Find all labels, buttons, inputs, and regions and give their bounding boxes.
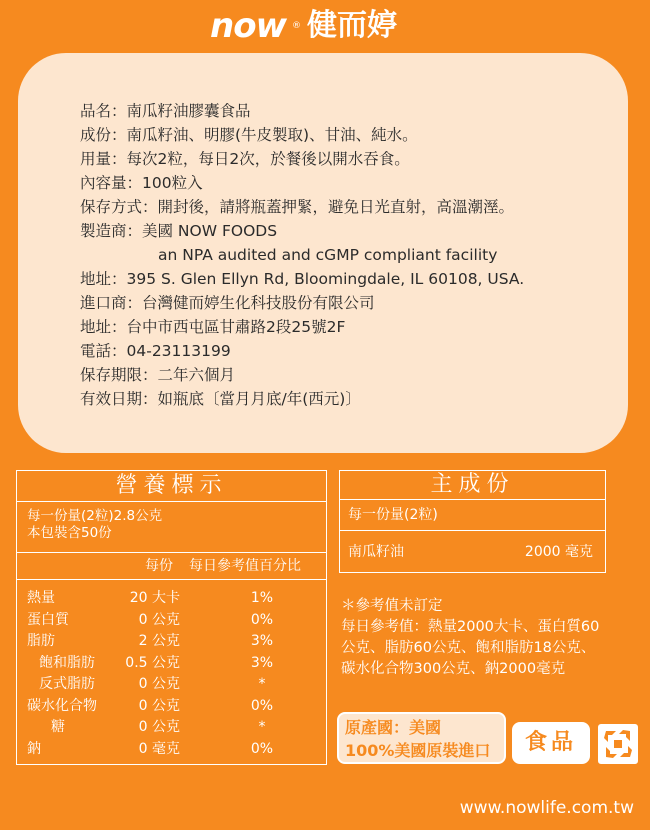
nutrient-daily: 0% <box>250 697 274 714</box>
info-line-importer: 進口商：台灣健而婷生化科技股份有限公司 <box>80 294 375 312</box>
info-line-expiry: 有效日期：如瓶底〔當月月底/年(西元)〕 <box>80 390 361 408</box>
nutrient-name: 蛋白質 <box>27 611 69 628</box>
info-line-phone: 電話：04-23113199 <box>80 342 231 360</box>
nutrition-column-headers <box>17 553 326 580</box>
info-line-product-name: 品名：南瓜籽油膠囊食品 <box>80 102 251 120</box>
info-line-shelf-life: 保存期限：二年六個月 <box>80 366 236 384</box>
table-row <box>17 631 326 653</box>
nutrition-facts-table <box>16 470 327 765</box>
note-line: 公克、脂肪60公克、飽和脂肪18公克、 <box>341 640 596 656</box>
food-badge: 食品 <box>512 722 590 764</box>
nutrient-amount: 0 公克 <box>138 611 180 628</box>
origin-country: 原產國：美國 <box>345 718 442 737</box>
table-row <box>17 610 326 632</box>
nutrient-daily: * <box>258 719 266 735</box>
brand-logo <box>210 6 397 46</box>
recycle-icon <box>596 722 640 766</box>
nutrient-name: 鈉 <box>27 740 41 757</box>
logo-now-text: now <box>210 6 286 46</box>
info-line-ingredients: 成份：南瓜籽油、明膠(牛皮製取)、甘油、純水。 <box>80 126 418 144</box>
info-line-facility: an NPA audited and cGMP compliant facility <box>158 246 498 264</box>
nutrient-daily: 3% <box>250 654 274 671</box>
nutrition-serving <box>17 502 326 553</box>
nutrition-rows <box>17 580 326 760</box>
nutrient-amount: 2 公克 <box>138 633 180 649</box>
nutrition-servings-per-pack: 本包裝含50份 <box>27 525 112 541</box>
nutrient-amount: 0 公克 <box>138 719 180 735</box>
nutrient-daily: 0% <box>250 740 274 757</box>
table-row <box>17 653 326 675</box>
nutrient-daily: 1% <box>250 590 274 606</box>
info-line-content: 內容量：100粒入 <box>80 174 203 192</box>
nutrient-amount: 0 公克 <box>138 697 180 714</box>
info-line-dosage: 用量：每次2粒，每日2次，於餐後以開水吞食。 <box>80 150 410 168</box>
main-ingredient-table <box>339 470 606 573</box>
website-url: www.nowlife.com.tw <box>459 798 634 818</box>
note-line: 每日參考值：熱量2000大卡、蛋白質60 <box>341 619 600 635</box>
nutrient-amount: 0 公克 <box>138 676 180 692</box>
note-line: 碳水化合物300公克、鈉2000毫克 <box>341 661 566 677</box>
col-per-serving: 每份 <box>145 558 173 574</box>
table-row <box>17 739 326 761</box>
ingredient-amount: 2000 毫克 <box>524 544 593 560</box>
nutrient-name: 碳水化合物 <box>27 697 97 714</box>
table-row <box>17 588 326 610</box>
ingredient-serving: 每一份量(2粒) <box>340 500 605 531</box>
product-info-lines <box>80 99 524 411</box>
origin-import: 100%美國原裝進口 <box>345 741 491 760</box>
nutrition-title: 營養標示 <box>17 471 326 502</box>
info-line-storage: 保存方式：開封後，請將瓶蓋押緊，避免日光直射，高溫潮溼。 <box>80 198 515 216</box>
ingredient-name: 南瓜籽油 <box>348 544 404 560</box>
product-info-panel <box>18 53 628 453</box>
nutrient-name: 脂肪 <box>27 633 55 649</box>
logo-chinese-text: 健而婷 <box>306 8 397 43</box>
table-row <box>17 696 326 718</box>
info-line-manufacturer-address: 地址：395 S. Glen Ellyn Rd, Bloomingdale, IL 60108, USA. <box>80 270 525 288</box>
nutrient-amount: 0.5 公克 <box>125 654 180 671</box>
nutrient-daily: 0% <box>250 611 274 628</box>
nutrient-name: 糖 <box>51 719 65 735</box>
origin-badge <box>337 712 506 764</box>
nutrition-serving-size: 每一份量(2粒)2.8公克 <box>27 508 163 524</box>
daily-value-notes <box>341 596 599 680</box>
table-row <box>340 531 605 571</box>
nutrient-name: 熱量 <box>27 590 55 606</box>
nutrient-amount: 20 大卡 <box>129 590 180 606</box>
nutrient-daily: * <box>258 676 266 692</box>
note-line: ＊參考值未訂定 <box>341 598 443 614</box>
nutrient-amount: 0 毫克 <box>138 740 180 757</box>
nutrient-name: 反式脂肪 <box>39 676 95 692</box>
nutrient-name: 飽和脂肪 <box>39 654 95 671</box>
registered-mark-icon: ® <box>291 21 301 31</box>
info-line-importer-address: 地址：台中市西屯區甘肅路2段25號2F <box>80 318 346 336</box>
table-row <box>17 717 326 739</box>
nutrient-daily: 3% <box>250 633 274 649</box>
info-line-manufacturer: 製造商：美國 NOW FOODS <box>80 222 278 240</box>
col-daily-value: 每日參考值百分比 <box>189 558 301 574</box>
table-row <box>17 674 326 696</box>
ingredient-title: 主成份 <box>340 471 605 500</box>
